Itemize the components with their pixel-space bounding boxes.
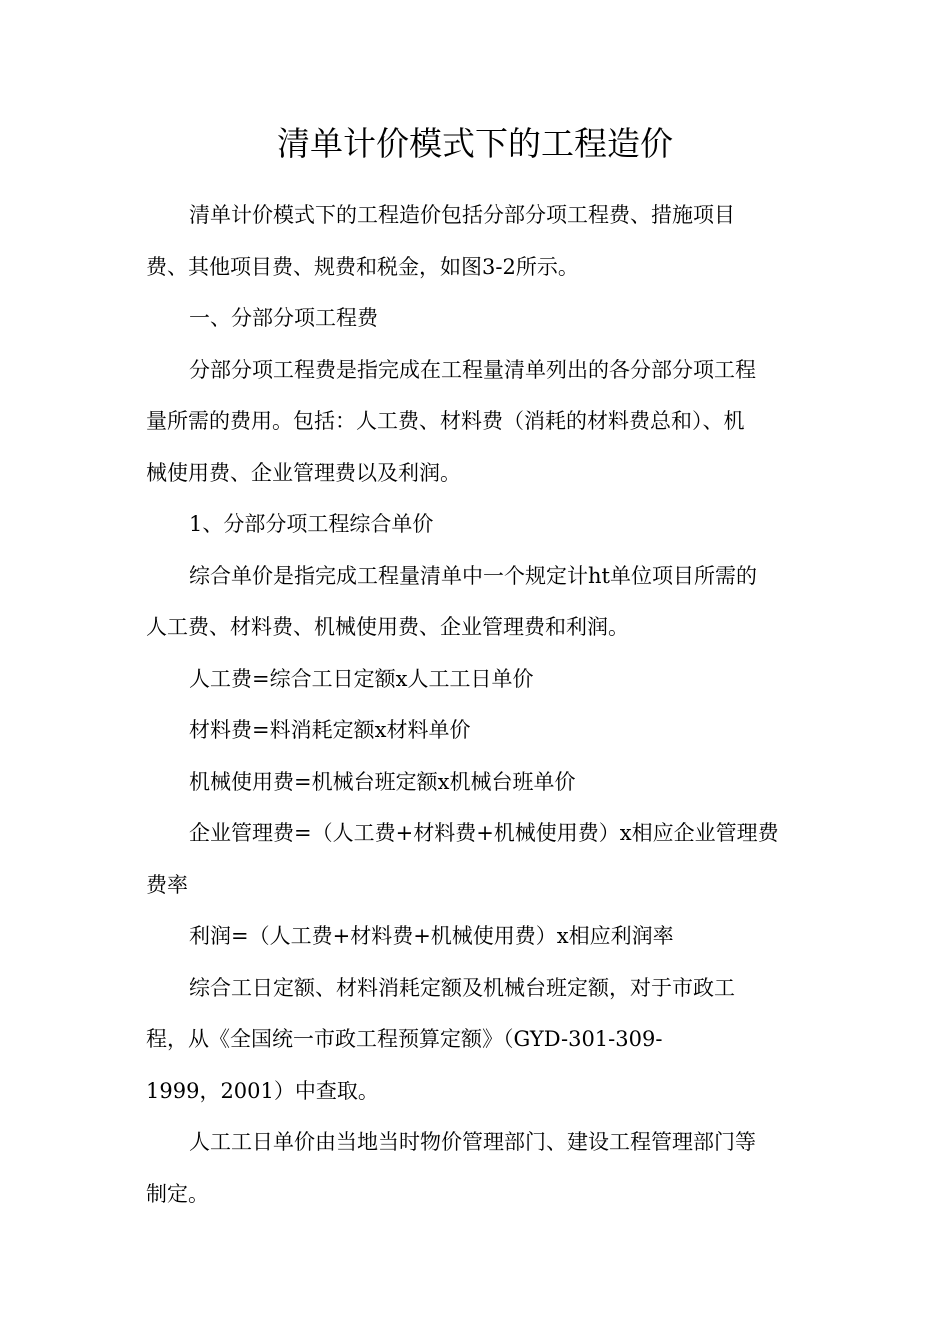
formula-line: 企业管理费=（人工费+材料费+机械使用费）x相应企业管理费	[189, 821, 779, 845]
formula-line: 利润=（人工费+材料费+机械使用费）x相应利润率	[189, 924, 674, 948]
text-line: 量所需的费用。包括：人工费、材料费（消耗的材料费总和）、机	[146, 409, 745, 433]
formula-line: 人工费=综合工日定额x人工工日单价	[189, 666, 534, 691]
text-line: 综合工日定额、材料消耗定额及机械台班定额，对于市政工	[189, 975, 735, 1000]
document-body	[146, 190, 806, 1220]
formula-line: 费率	[146, 872, 188, 897]
text-line: 费、其他项目费、规费和税金，如图3-2所示。	[146, 254, 579, 279]
text-line: 清单计价模式下的工程造价包括分部分项工程费、措施项目	[189, 203, 735, 227]
section-heading: 一、分部分项工程费	[189, 306, 378, 330]
document-title: 清单计价模式下的工程造价	[277, 124, 673, 163]
text-line: 人工工日单价由当地当时物价管理部门、建设工程管理部门等	[189, 1130, 756, 1154]
text-line: 人工费、材料费、机械使用费、企业管理费和利润。	[146, 615, 629, 639]
text-line: 程，从《全国统一市政工程预算定额》（GYD-301-309-	[146, 1027, 663, 1051]
subsection-heading: 1、分部分项工程综合单价	[189, 512, 434, 536]
formula-line: 机械使用费=机械台班定额x机械台班单价	[189, 769, 576, 794]
text-line: 综合单价是指完成工程量清单中一个规定计ht单位项目所需的	[189, 563, 757, 588]
text-line: 械使用费、企业管理费以及利润。	[146, 460, 461, 485]
text-line: 制定。	[146, 1181, 209, 1206]
text-line: 分部分项工程费是指完成在工程量清单列出的各分部分项工程	[189, 357, 756, 382]
formula-line: 材料费=料消耗定额x材料单价	[189, 718, 471, 742]
text-line: 1999，2001）中查取。	[146, 1078, 379, 1103]
